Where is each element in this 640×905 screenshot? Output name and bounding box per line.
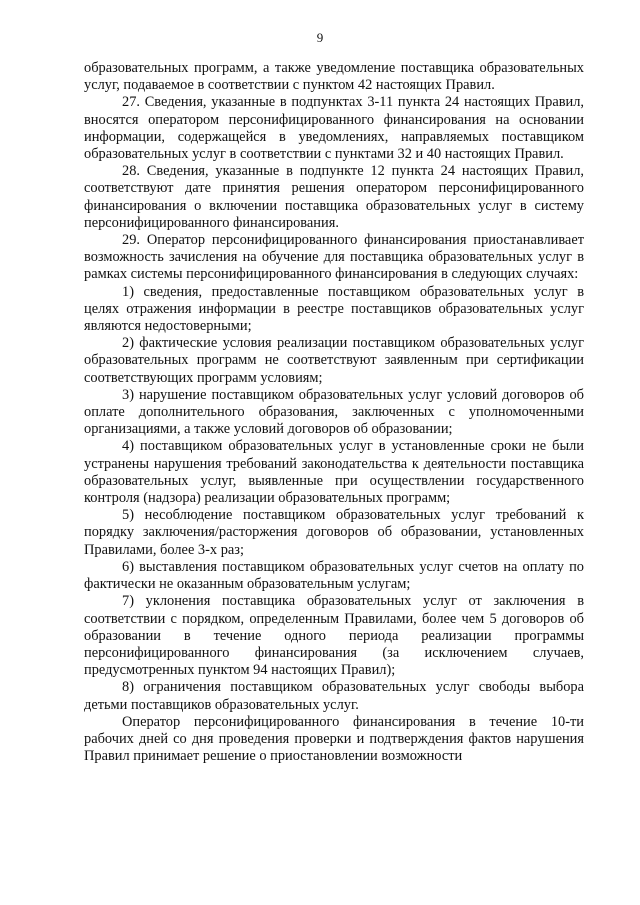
page-number: 9 xyxy=(316,30,324,45)
list-item-7: 7) уклонения поставщика образовательных услуг от заключения в соответствии с порядком, определенным Правилами, более чем 5 договоров об образовании в течение одного периода реализации программы персонифицированного финансирования (за исключением случаев, предусмотренных пунктом 94 настоящих Правил); xyxy=(84,593,584,679)
paragraph-27: 27. Сведения, указанные в подпунктах 3-11 пункта 24 настоящих Правил, вносятся оператором персонифицированного финансирования на основании информации, содержащейся в уведомлениях, направляемых поставщиком образовательных услуг в соответствии с пунктами 32 и 40 настоящих Правил. xyxy=(84,94,584,163)
paragraph-29: 29. Оператор персонифицированного финансирования приостанавливает возможность зачисления на обучение для поставщика образовательных услуг в рамках системы персонифицированного финансирования в следующих случаях: xyxy=(84,232,584,283)
list-item-6: 6) выставления поставщиком образовательных услуг счетов на оплату по фактически не оказанным образовательным услугам; xyxy=(84,558,584,593)
document-body xyxy=(84,60,584,765)
paragraph-operator-decision: Оператор персонифицированного финансирования в течение 10-ти рабочих дней со дня проведения проверки и подтверждения фактов нарушения Правил принимает решение о приостановлении возможности xyxy=(84,713,584,765)
list-item-4: 4) поставщиком образовательных услуг в установленные сроки не были устранены нарушения требований законодательства к деятельности поставщика образовательных услуг, выявленные при осуществлении государственного контроля (надзора) реализации образовательных программ; xyxy=(84,438,584,507)
list-item-5: 5) несоблюдение поставщиком образовательных услуг требований к порядку заключения/расторжения договоров об образовании, установленных Правилами, более 3-х раз; xyxy=(84,507,584,558)
paragraph-continuation: образовательных программ, а также уведомление поставщика образовательных услуг, подаваемое в соответствии с пунктом 42 настоящих Правил. xyxy=(84,60,584,94)
paragraph-28: 28. Сведения, указанные в подпункте 12 пункта 24 настоящих Правил, соответствуют дате принятия решения оператором персонифицированного финансирования о включении поставщика образовательных услуг в систему персонифицированного финансирования. xyxy=(84,163,584,231)
list-item-2: 2) фактические условия реализации поставщиком образовательных услуг образовательных программ не соответствуют заявленным при сертификации соответствующих программ условиям; xyxy=(84,335,584,386)
list-item-3: 3) нарушение поставщиком образовательных услуг условий договоров об оплате дополнительного образования, заключенных с уполномоченными организациями, а также условий договоров об образовании; xyxy=(84,386,584,438)
list-item-8: 8) ограничения поставщиком образовательных услуг свободы выбора детьми поставщиков образовательных услуг. xyxy=(84,679,584,713)
list-item-1: 1) сведения, предоставленные поставщиком образовательных услуг в целях отражения информации в реестре поставщиков образовательных услуг являются недостоверными; xyxy=(84,283,584,335)
